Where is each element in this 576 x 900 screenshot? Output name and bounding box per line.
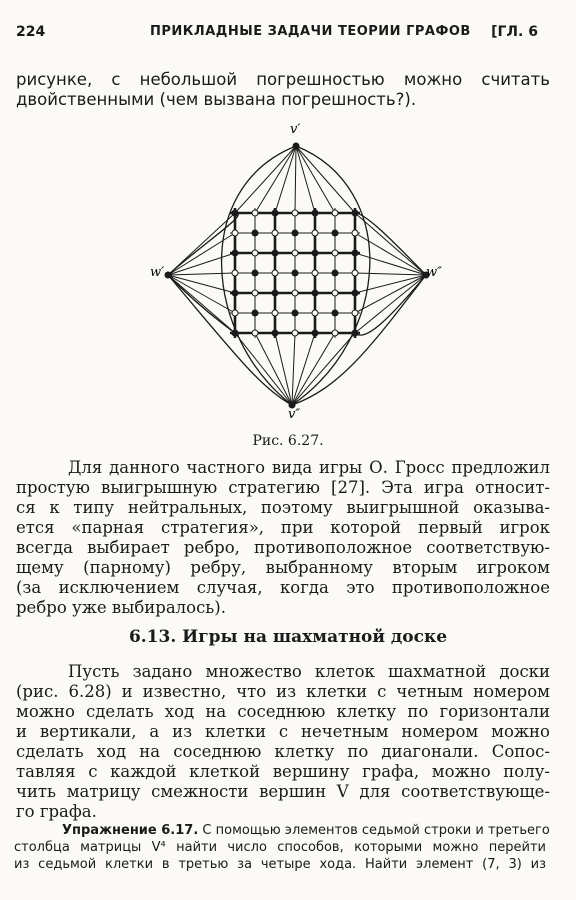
fan-edge-top [275, 146, 296, 213]
paragraph-line: всегда выбирает ребро, противоположное соответствую- [16, 538, 550, 557]
paragraph-line: ся к типу нейтральных, поэтому выигрышной оказыва- [16, 498, 550, 517]
graph-vertex [292, 330, 298, 336]
fan-edge-bottom [255, 333, 292, 405]
graph-vertex [252, 230, 258, 236]
label-v-double-prime: v″ [288, 407, 301, 422]
graph-vertex [252, 270, 258, 276]
graph-vertex [352, 210, 358, 216]
paragraph-line: Для данного частного вида игры О. Гросс предложил [68, 458, 550, 477]
graph-vertex [232, 210, 238, 216]
graph-vertex [352, 330, 358, 336]
graph-vertex [232, 230, 238, 236]
graph-vertex [292, 210, 298, 216]
paragraph-line: (рис. 6.28) и известно, что из клетки с четным номером [16, 682, 550, 701]
fan-edge-left [168, 273, 235, 275]
graph-vertex [332, 330, 338, 336]
graph-vertex [312, 290, 318, 296]
paragraph-line: и вертикали, а из клетки с нечетным номером можно [16, 722, 550, 741]
fan-edge-top [295, 146, 296, 213]
graph-vertex [232, 330, 238, 336]
vertex-v-prime [293, 143, 300, 150]
chapter-label: [ГЛ. 6 [491, 24, 538, 40]
graph-vertex [332, 250, 338, 256]
paragraph-chessboard [16, 662, 550, 822]
graph-vertex [252, 250, 258, 256]
exercise-label: Упражнение 6.17. [62, 823, 199, 838]
exercise-line: из седьмой клетки в третью за четыре хода. Найти элемент (7, 3) из [14, 857, 546, 872]
fan-edge-left [168, 253, 235, 275]
paragraph-line: щему (парному) ребру, выбранному вторым игроком [16, 558, 550, 577]
paragraph-game [16, 458, 550, 618]
graph-vertex [272, 310, 278, 316]
running-title: ПРИКЛАДНЫЕ ЗАДАЧИ ТЕОРИИ ГРАФОВ [150, 24, 471, 39]
graph-vertex [292, 230, 298, 236]
paragraph-line: (за исключением случая, когда это противоположное [16, 578, 550, 597]
intro-line: двойственными (чем вызвана погрешность?). [16, 90, 417, 109]
graph-vertex [352, 230, 358, 236]
graph-vertex [312, 230, 318, 236]
fan-edge-top [235, 146, 296, 213]
graph-vertex [312, 310, 318, 316]
vertex-w-prime [165, 272, 172, 279]
page-number: 224 [16, 24, 46, 40]
paragraph-line: чить матрицу смежности вершин V для соответствующе- [16, 782, 550, 801]
graph-vertex [352, 310, 358, 316]
fan-edge-bottom [292, 333, 355, 405]
graph-vertex [272, 250, 278, 256]
graph-vertex [232, 310, 238, 316]
graph-vertex [292, 270, 298, 276]
paragraph-line: можно сделать ход на соседнюю клетку по горизонтали [16, 702, 550, 721]
graph-vertex [272, 330, 278, 336]
fan-edge-right [355, 273, 426, 275]
graph-vertex [352, 290, 358, 296]
paragraph-line: простую выигрышную стратегию [27]. Эта игра относит- [16, 478, 550, 497]
paragraph-line: сделать ход на соседнюю клетку по диагонали. Сопос- [16, 742, 550, 761]
graph-vertex [312, 330, 318, 336]
graph-vertex [352, 250, 358, 256]
fan-edge-bottom [292, 333, 335, 405]
label-v-prime: v′ [290, 122, 301, 137]
graph-vertex [332, 230, 338, 236]
graph-vertex [252, 330, 258, 336]
graph-vertex [292, 250, 298, 256]
graph-vertex [252, 210, 258, 216]
graph-vertex [272, 230, 278, 236]
graph-vertex [232, 290, 238, 296]
graph-vertex [292, 290, 298, 296]
paragraph-line: тавляя с каждой клеткой вершину графа, можно полу- [16, 762, 550, 781]
figure-caption: Рис. 6.27. [252, 433, 324, 449]
graph-figure [150, 118, 450, 423]
fan-edge-right [355, 213, 426, 275]
fan-edge-bottom [292, 333, 295, 405]
graph-vertex [312, 250, 318, 256]
graph-vertex [232, 250, 238, 256]
exercise-line: столбца матрицы V⁴ найти число способов, которыми можно перейти [14, 840, 546, 855]
graph-vertex [252, 310, 258, 316]
exercise-text: С помощью элементов седьмой строки и третьего [202, 823, 550, 838]
graph-vertex [232, 270, 238, 276]
fan-edge-top [296, 146, 355, 213]
graph-vertex [312, 210, 318, 216]
section-title: 6.13. Игры на шахматной доске [128, 627, 448, 647]
intro-text [16, 70, 550, 110]
graph-vertex [352, 270, 358, 276]
fan-edge-right [355, 275, 426, 313]
label-w-prime: w′ [150, 265, 165, 280]
fan-edge-left [168, 213, 235, 275]
graph-vertex [332, 290, 338, 296]
paragraph-line: го графа. [16, 802, 97, 821]
graph-vertex [312, 270, 318, 276]
graph-vertex [272, 290, 278, 296]
fan-edge-bottom [292, 333, 315, 405]
graph-vertex [252, 290, 258, 296]
paragraph-line: Пусть задано множество клеток шахматной доски [68, 662, 550, 681]
graph-vertex [332, 210, 338, 216]
graph-vertex [272, 270, 278, 276]
paragraph-line: ребро уже выбиралось). [16, 598, 226, 617]
graph-vertex [272, 210, 278, 216]
label-w-double-prime: w″ [426, 265, 442, 280]
exercise-block [14, 822, 550, 873]
graph-vertex [332, 310, 338, 316]
exercise-line [62, 822, 550, 839]
outer-arc-right [292, 146, 370, 405]
fan-edge-left [168, 233, 235, 275]
graph-vertex [332, 270, 338, 276]
intro-line: рисунке, с небольшой погрешностью можно считать [16, 70, 550, 89]
graph-vertex [292, 310, 298, 316]
paragraph-line: ется «парная стратегия», при которой первый игрок [16, 518, 550, 537]
